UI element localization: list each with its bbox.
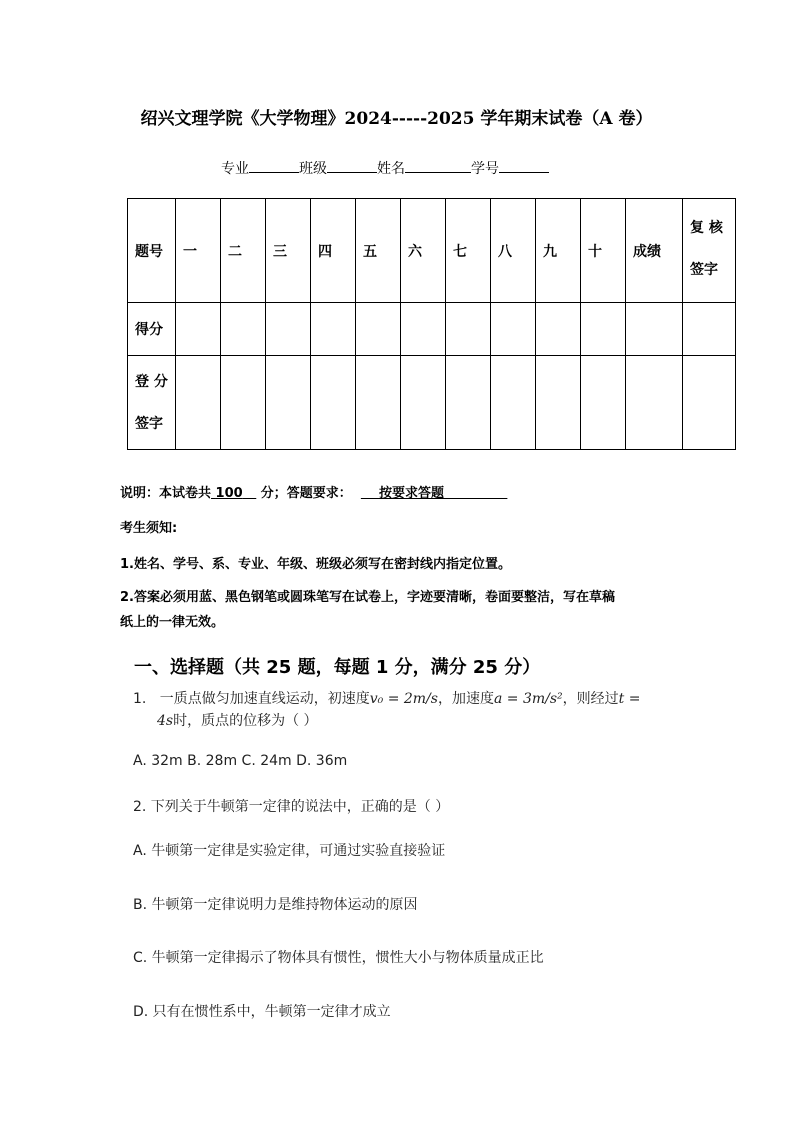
sign-cell[interactable] bbox=[626, 356, 683, 450]
exam-explanation bbox=[120, 482, 507, 501]
student-info-line bbox=[221, 158, 549, 178]
header-cell: 成绩 bbox=[626, 199, 683, 303]
instruction-item-2-line1: 2.答案必须用蓝、黑色钢笔或圆珠笔写在试卷上，字迹要清晰，卷面要整洁，写在草稿 bbox=[120, 590, 615, 605]
student-id-label: 学号 bbox=[471, 161, 499, 177]
exam-title: 绍兴文理学院《大学物理》2024-----2025 学年期末试卷（A 卷） bbox=[140, 109, 653, 129]
review-sign-header bbox=[683, 199, 736, 303]
header-cell: 题号 bbox=[128, 199, 176, 303]
explain-prefix: 说明：本试卷共 bbox=[120, 486, 212, 501]
score-cell[interactable] bbox=[356, 303, 401, 356]
header-cell: 三 bbox=[266, 199, 311, 303]
score-cell[interactable] bbox=[626, 303, 683, 356]
review-line1: 复 核 bbox=[690, 220, 723, 236]
question-1-number: 1. bbox=[133, 691, 147, 707]
sign-cell[interactable] bbox=[491, 356, 536, 450]
sign-cell[interactable] bbox=[311, 356, 356, 450]
major-blank[interactable] bbox=[249, 158, 299, 173]
q1-time-value: 4s bbox=[157, 713, 174, 729]
question-2-option-a: A. 牛顿第一定律是实验定律，可通过实验直接验证 bbox=[133, 843, 446, 859]
header-cell: 五 bbox=[356, 199, 401, 303]
header-cell: 八 bbox=[491, 199, 536, 303]
header-cell: 七 bbox=[446, 199, 491, 303]
q1-text-a: 一质点做匀加速直线运动，初速度 bbox=[159, 691, 370, 707]
header-cell: 十 bbox=[581, 199, 626, 303]
review-line2: 签字 bbox=[690, 262, 718, 278]
class-label: 班级 bbox=[299, 161, 327, 177]
student-id-blank[interactable] bbox=[499, 158, 549, 173]
sign-row bbox=[128, 356, 736, 450]
major-label: 专业 bbox=[221, 161, 249, 177]
question-2-option-c: C. 牛顿第一定律揭示了物体具有惯性，惯性大小与物体质量成正比 bbox=[133, 950, 544, 966]
question-1-line2 bbox=[157, 710, 318, 730]
sign-cell[interactable] bbox=[356, 356, 401, 450]
score-cell[interactable] bbox=[536, 303, 581, 356]
name-blank[interactable] bbox=[405, 158, 471, 173]
sign-cell[interactable] bbox=[176, 356, 221, 450]
score-cell[interactable] bbox=[401, 303, 446, 356]
sign-cell[interactable] bbox=[581, 356, 626, 450]
score-cell[interactable] bbox=[581, 303, 626, 356]
score-row-label: 得分 bbox=[128, 303, 176, 356]
score-cell[interactable] bbox=[176, 303, 221, 356]
sign-line1: 登 分 bbox=[135, 373, 168, 390]
instruction-item-1: 1.姓名、学号、系、专业、年级、班级必须写在密封线内指定位置。 bbox=[120, 557, 511, 572]
sign-cell[interactable] bbox=[536, 356, 581, 450]
score-cell[interactable] bbox=[221, 303, 266, 356]
question-2-option-b: B. 牛顿第一定律说明力是维持物体运动的原因 bbox=[133, 897, 418, 913]
q1-initial-velocity: v₀ = 2m/s bbox=[369, 691, 438, 707]
score-cell[interactable] bbox=[266, 303, 311, 356]
header-cell: 六 bbox=[401, 199, 446, 303]
score-row bbox=[128, 303, 736, 356]
total-score: 100 bbox=[215, 486, 243, 501]
score-cell[interactable] bbox=[683, 303, 736, 356]
sign-cell[interactable] bbox=[446, 356, 491, 450]
name-label: 姓名 bbox=[377, 161, 405, 177]
sign-line2: 签字 bbox=[135, 415, 163, 432]
explain-mid: 分；答题要求： bbox=[260, 486, 352, 501]
q1-text-c: ，则经过 bbox=[562, 691, 619, 707]
question-2-option-d: D. 只有在惯性系中，牛顿第一定律才成立 bbox=[133, 1004, 391, 1020]
sign-row-label bbox=[128, 356, 176, 450]
instruction-item-2-line2: 纸上的一律无效。 bbox=[120, 615, 225, 630]
q1-text-b: ，加速度 bbox=[437, 691, 494, 707]
header-cell: 一 bbox=[176, 199, 221, 303]
q1-line2-text: 时，质点的位移为（ ） bbox=[173, 713, 318, 729]
score-cell[interactable] bbox=[446, 303, 491, 356]
question-1-line1 bbox=[133, 688, 640, 708]
instructions-title: 考生须知: bbox=[120, 521, 178, 536]
q1-time-var: t = bbox=[618, 691, 641, 707]
sign-cell[interactable] bbox=[401, 356, 446, 450]
header-cell: 四 bbox=[311, 199, 356, 303]
answer-requirement: 按要求答题 bbox=[378, 486, 444, 501]
score-cell[interactable] bbox=[311, 303, 356, 356]
sign-cell[interactable] bbox=[266, 356, 311, 450]
score-table-header-row bbox=[128, 199, 736, 303]
header-cell: 二 bbox=[221, 199, 266, 303]
header-cell: 九 bbox=[536, 199, 581, 303]
sign-cell[interactable] bbox=[221, 356, 266, 450]
score-table bbox=[127, 198, 736, 450]
question-2-text: 2. 下列关于牛顿第一定律的说法中，正确的是（ ） bbox=[133, 799, 450, 815]
sign-cell[interactable] bbox=[683, 356, 736, 450]
score-cell[interactable] bbox=[491, 303, 536, 356]
q1-acceleration: a = 3m/s² bbox=[493, 691, 563, 707]
section-heading: 一、选择题（共 25 题，每题 1 分，满分 25 分） bbox=[134, 657, 541, 678]
question-1-options: A. 32m B. 28m C. 24m D. 36m bbox=[133, 753, 348, 769]
class-blank[interactable] bbox=[327, 158, 377, 173]
